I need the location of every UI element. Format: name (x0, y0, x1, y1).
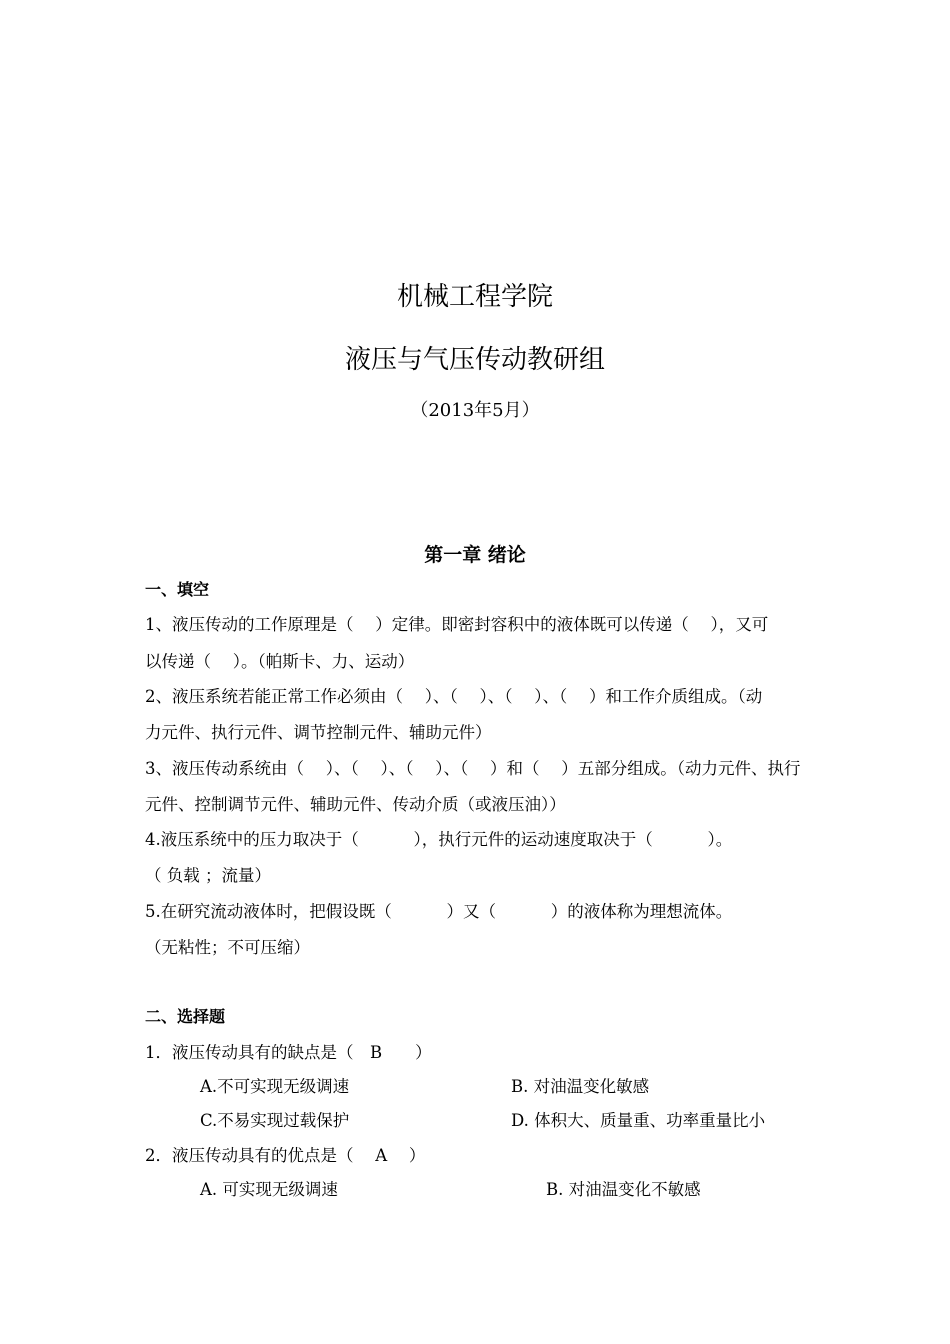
q1-option-d: D. 体积大、质量重、功率重量比小 (511, 1111, 766, 1130)
fill-line-3: 2、液压系统若能正常工作必须由（ ）、（ ）、（ ）、（ ）和工作介质组成。（动 (145, 687, 763, 706)
q2-option-a: A. 可实现无级调速 (200, 1180, 338, 1199)
q1-stem: 1．液压传动具有的缺点是（ B ） (145, 1043, 432, 1062)
q2-stem: 2．液压传动具有的优点是（ A ） (145, 1146, 426, 1165)
q1-option-c: C.不易实现过载保护 (200, 1111, 350, 1130)
fill-line-1: 1、液压传动的工作原理是（ ）定律。即密封容积中的液体既可以传递（ ），又可 (145, 615, 769, 634)
fill-line-9: 5.在研究流动液体时，把假设既（ ）又（ ）的液体称为理想流体。 (145, 902, 733, 921)
fill-line-5: 3、液压传动系统由（ ）、（ ）、（ ）、（ ）和（ ）五部分组成。（动力元件、执行 (145, 759, 801, 778)
group-title: 液压与气压传动教研组 (344, 345, 605, 375)
fill-line-10: （无粘性；不可压缩） (145, 938, 310, 957)
q1-option-b: B. 对油温变化敏感 (511, 1077, 650, 1096)
fill-line-2: 以传递（ ）。（帕斯卡、力、运动） (145, 652, 415, 671)
fill-line-4: 力元件、执行元件、调节控制元件、辅助元件） (145, 723, 492, 742)
fill-line-8: （ 负载 ；流量） (145, 866, 271, 885)
q1-option-a: A.不可实现无级调速 (200, 1077, 350, 1096)
institution-title: 机械工程学院 (396, 282, 553, 312)
choice-heading: 二、选择题 (145, 1007, 226, 1026)
date-line: （2013年5月） (410, 400, 540, 421)
fill-blank-heading: 一、填空 (145, 580, 210, 599)
fill-line-6: 元件、控制调节元件、辅助元件、传动介质（或液压油）） (145, 795, 566, 814)
chapter-title: 第一章 绪论 (424, 544, 526, 566)
q2-option-b: B. 对油温变化不敏感 (546, 1180, 701, 1199)
fill-line-7: 4.液压系统中的压力取决于（ ），执行元件的运动速度取决于（ ）。 (145, 830, 733, 849)
